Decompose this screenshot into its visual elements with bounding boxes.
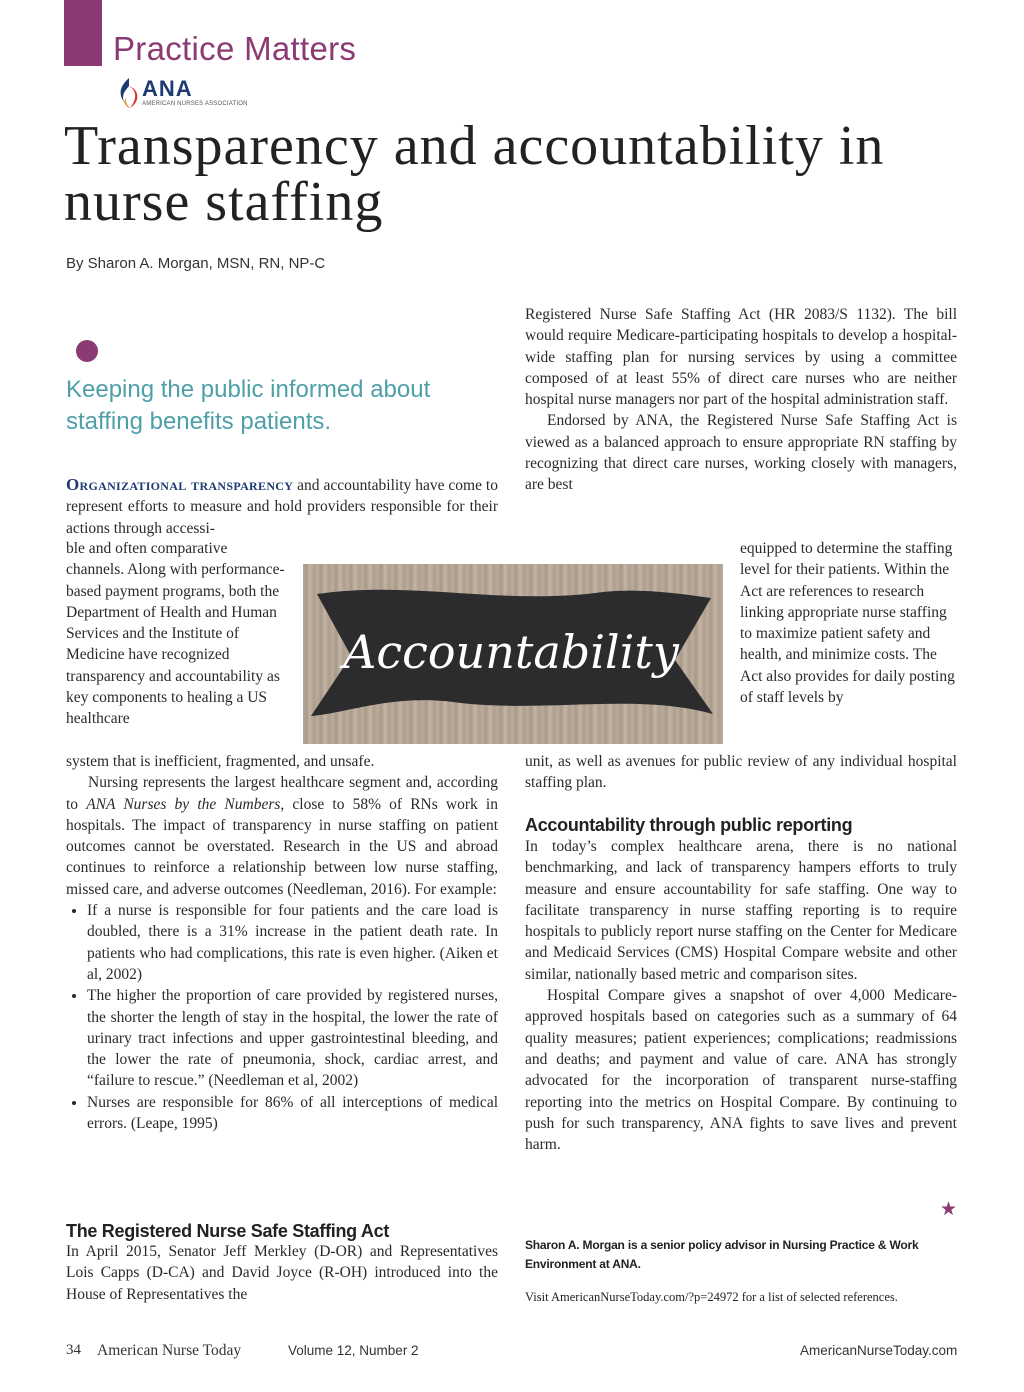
act-continued: Registered Nurse Safe Staffing Act (HR 2083/S 1132). The bill would require Medicare-participating hospitals to develop a hospital-wide staffing plan for nursing services by using a committee composed of at least 55% of direct care nurses who are neither hospital nurse managers nor part of the hospital administration staff. xyxy=(525,306,957,409)
bullet-item: • The higher the proportion of care provided by registered nurses, the shorter the length of stay in the hospital, the lower the rate of urinary tract infections and upper gastrointestinal bleeding, and the lower the rate of pneumonia, shock, cardiac arrest, and “failure to rescue.” (Needleman et al, 2002) xyxy=(87,985,498,1091)
endorsed-paragraph: Endorsed by ANA, the Registered Nurse Safe Staffing Act is viewed as a balanced approach to ensure appropriate RN staffing by recognizing that direct care nurses, working closely with managers, are best xyxy=(525,412,957,494)
end-star-icon: ★ xyxy=(940,1199,958,1220)
ana-logo-subtext: AMERICAN NURSES ASSOCIATION xyxy=(142,101,248,107)
heading-safe-staffing-act: The Registered Nurse Safe Staffing Act xyxy=(66,1221,390,1241)
publication-title: ANA Nurses by the Numbers xyxy=(86,795,281,813)
author-bio: Sharon A. Morgan is a senior policy advisor in Nursing Practice & Work Environment at ANA. xyxy=(525,1238,919,1271)
footer-magazine: American Nurse Today xyxy=(97,1342,242,1359)
heading-public-reporting: Accountability through public reporting xyxy=(525,815,853,835)
paragraph-nursing: Nursing represents the largest healthcare segment and, according to ANA Nurses by the Numbers, close to 58% of RNs work in hospitals. The impact of transparency in nurse staffing on patient outcomes cannot be overstated. Research in the US and abroad continues to reinforce a relationship between low nurse staffing, missed care, and adverse outcomes (Needleman, 2016). For example: xyxy=(66,774,498,898)
bullet-item: • If a nurse is responsible for four patients and the care load is doubled, there is a 31% increase in the patient death rate. In patients who had complications, this rate is even higher. (Aiken et al, 2002) xyxy=(87,900,498,985)
accountability-image xyxy=(303,564,723,744)
section-color-bar xyxy=(64,0,102,66)
public-paragraph-1: In today’s complex healthcare arena, there is no national benchmarking, and lack of transparency hampers efforts to truly measure and ensure accountability for safe staffing. One way to facilitate transparency in nurse staffing reporting is to require hospitals to publicly report nurse staffing on the Center for Medicare and Medicaid Services (CMS) Hospital Compare website and other similar, nationally based metric and comparison sites. xyxy=(525,838,957,983)
footer-page-number: 34 xyxy=(66,1342,81,1358)
column1-body xyxy=(66,751,498,1134)
article-title: Transparency and accountability in nurse staffing xyxy=(64,115,885,233)
bullet-list xyxy=(66,900,498,1134)
references-note: Visit AmericanNurseToday.com/?p=24972 for a list of selected references. xyxy=(525,1290,898,1304)
pull-quote: Keeping the public informed about staffing benefits patients. xyxy=(66,376,431,435)
intro-paragraph xyxy=(66,474,498,539)
intro-text: and accountability have come to represent efforts to measure and hold providers responsible for their actions through accessi- xyxy=(66,477,498,537)
ana-logo-text: ANA xyxy=(142,76,193,101)
intro-end: system that is inefficient, fragmented, and unsafe. xyxy=(66,753,375,770)
footer-website: AmericanNurseToday.com xyxy=(800,1343,958,1358)
banner-illustration xyxy=(303,564,723,744)
column2-mid-text: unit, as well as avenues for public review of any individual hospital staffing plan. xyxy=(525,753,957,792)
act-paragraph: In April 2015, Senator Jeff Merkley (D-OR) and Representatives Lois Capps (D-CA) and David Joyce (R-OH) introduced into the House of Representatives the xyxy=(66,1243,498,1303)
footer-volume: Volume 12, Number 2 xyxy=(288,1343,419,1358)
section-label: Practice Matters xyxy=(113,30,357,67)
column2-top xyxy=(525,304,957,496)
byline: By Sharon A. Morgan, MSN, RN, NP-C xyxy=(66,255,326,272)
decorative-dot xyxy=(76,340,98,362)
public-reporting-body xyxy=(525,836,957,1155)
ana-flame-icon xyxy=(116,76,142,110)
image-word: Accountability xyxy=(343,625,679,679)
public-paragraph-2: Hospital Compare gives a snapshot of over 4,000 Medicare-approved hospitals based on categories such as a summary of 64 quality measures; patient experiences; complications; readmissions and deaths; and payment and value of care. ANA has strongly advocated for the incorporation of transparent nurse-staffing reporting into the metrics on Hospital Compare. By continuing to push for such transparency, ANA fights to save lives and prevent harm. xyxy=(525,987,957,1154)
intro-wrap-text: ble and often comparative channels. Along with performance-based payment programs, both the Department of Health and Human Services and the Institute of Medicine have recognized transparency and accountability as key components to healing a US healthcare xyxy=(66,540,285,728)
column2-wrap-text: equipped to determine the staffing level for their patients. Within the Act are references to research linking appropriate nurse staffing to maximize patient safety and health, and minimize costs. The Act also provides for daily posting of staff levels by xyxy=(740,540,955,707)
bullet-item: • Nurses are responsible for 86% of all interceptions of medical errors. (Leape, 1995) xyxy=(87,1092,498,1135)
lead-in: Organizational transparency xyxy=(66,475,294,494)
